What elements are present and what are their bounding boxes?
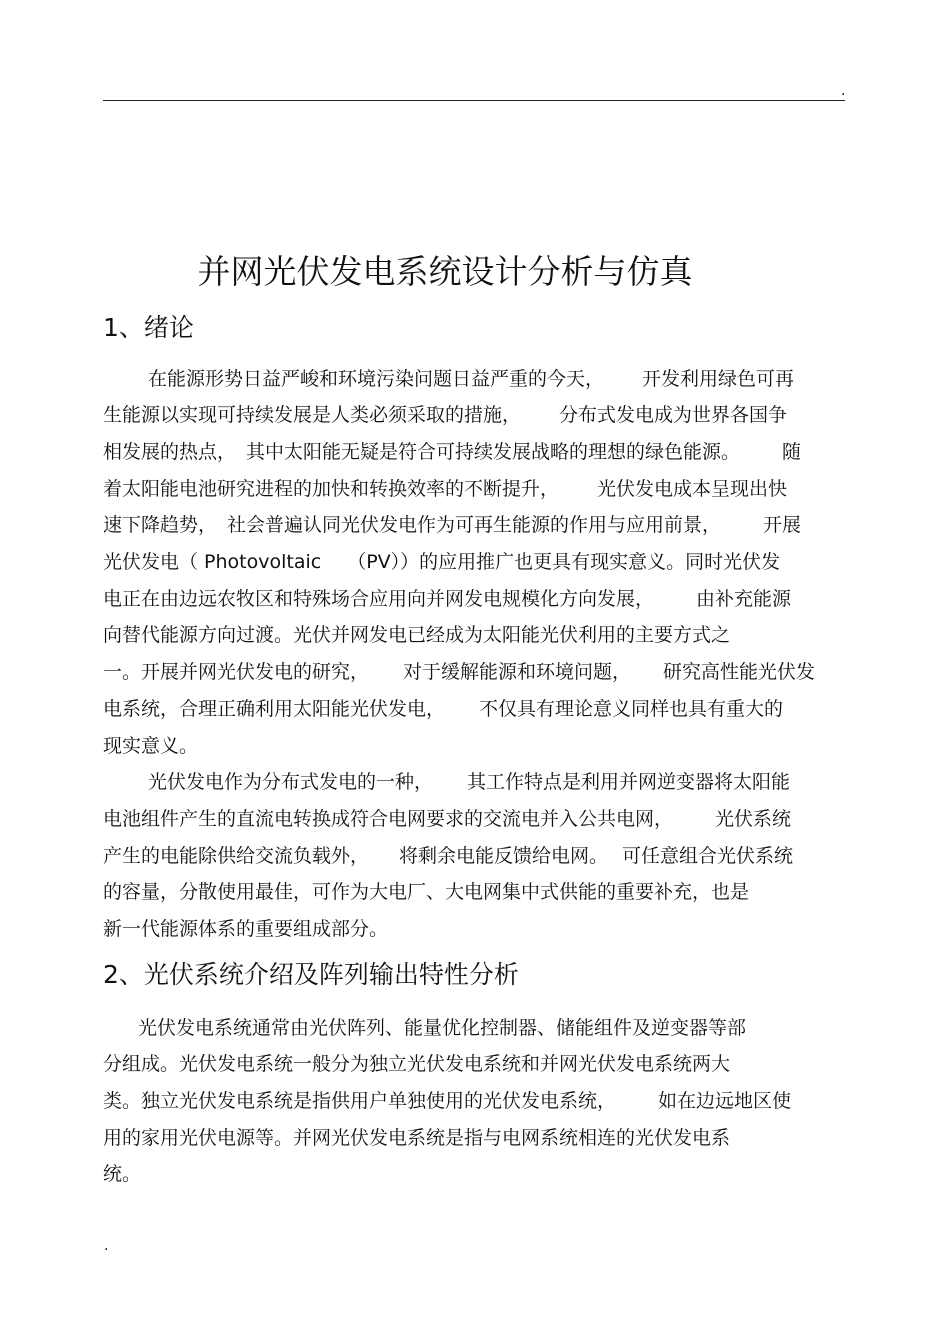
text-segment: 不仅具有理论意义同样也具有重大的 <box>479 698 784 720</box>
text-segment: 对于缓解能源和环境问题， <box>403 661 632 683</box>
footer-marker: . <box>104 1238 109 1254</box>
paragraph-line <box>103 695 783 723</box>
paragraph-line <box>103 842 793 870</box>
text-segment: 向替代能源方向过渡。光伏并网发电已经成为太阳能光伏利用的主要方式之 <box>103 624 731 646</box>
paragraph-line <box>103 511 801 539</box>
paragraph-line <box>103 915 388 943</box>
paragraph-line <box>103 658 815 686</box>
text-segment: 生能源以实现可持续发展是人类必须采取的措施， <box>103 404 522 426</box>
paragraph-line <box>103 548 780 576</box>
text-segment: 速下降趋势， <box>103 514 218 536</box>
text-segment: 产生的电能除供给交流负载外， <box>103 845 370 867</box>
text-segment: 开展 <box>763 514 802 536</box>
text-segment: 研究高性能光伏发 <box>663 661 816 683</box>
text-segment: 相发展的热点， <box>103 441 237 463</box>
text-segment: 其工作特点是利用并网逆变器将太阳能 <box>467 771 791 793</box>
paragraph-line <box>103 878 749 906</box>
paragraph-line <box>138 1014 746 1042</box>
document-title: 并网光伏发电系统设计分析与仿真 <box>197 252 693 291</box>
section-heading-pv-system: 2、光伏系统介绍及阵列输出特性分析 <box>103 960 519 989</box>
text-segment: 类。独立光伏发电系统是指供用户单独使用的光伏发电系统， <box>103 1090 617 1112</box>
paragraph-line <box>103 1087 791 1115</box>
text-segment: 可任意组合光伏系统 <box>622 845 794 867</box>
paragraph-line <box>103 475 787 503</box>
text-segment: 统。 <box>103 1163 142 1185</box>
text-segment: 的容量，分散使用最佳，可作为大电厂、大电网集中式供能的重要补充，也是 <box>103 881 750 903</box>
text-segment: 用的家用光伏电源等。并网光伏发电系统是指与电网系统相连的光伏发电系 <box>103 1127 731 1149</box>
text-segment: 其中太阳能无疑是符合可持续发展战略的理想的绿色能源。 <box>246 441 741 463</box>
text-segment: 一。开展并网光伏发电的研究， <box>103 661 370 683</box>
text-segment: 分组成。光伏发电系统一般分为独立光伏发电系统和并网光伏发电系统两大 <box>103 1053 731 1075</box>
text-segment: 随 <box>782 441 802 463</box>
section-heading-introduction: 1、绪论 <box>103 313 194 342</box>
paragraph-line <box>103 401 787 429</box>
text-segment: 电池组件产生的直流电转换成符合电网要求的交流电并入公共电网， <box>103 808 674 830</box>
text-segment: 光伏发电成本呈现出快 <box>597 478 788 500</box>
text-segment: 由补充能源 <box>696 588 792 610</box>
text-segment: 新一代能源体系的重要组成部分。 <box>103 918 389 940</box>
text-segment: 电系统，合理正确利用太阳能光伏发电， <box>103 698 446 720</box>
paragraph-line <box>103 438 801 466</box>
paragraph-line <box>103 1160 141 1188</box>
header-rule <box>103 100 845 101</box>
header-marker: . <box>841 83 846 99</box>
paragraph-line <box>103 732 198 760</box>
text-segment: 光伏发电系统通常由光伏阵列、能量优化控制器、储能组件及逆变器等部 <box>138 1017 747 1039</box>
text-segment: 开发利用绿色可再 <box>642 368 795 390</box>
text-segment: 光伏发电作为分布式发电的一种， <box>148 771 434 793</box>
text-segment: 现实意义。 <box>103 735 199 757</box>
paragraph-line <box>103 805 791 833</box>
paragraph-line <box>103 1124 730 1152</box>
paragraph-line <box>103 1050 730 1078</box>
text-segment: （PV））的应用推广也更具有现实意义。同时光伏发 <box>347 551 781 573</box>
text-segment: 电正在由边远农牧区和特殊场合应用向并网发电规模化方向发展， <box>103 588 655 610</box>
paragraph-line <box>103 585 791 613</box>
paragraph-line <box>148 365 794 393</box>
paragraph-line <box>148 768 790 796</box>
text-segment: 在能源形势日益严峻和环境污染问题日益严重的今天， <box>148 368 605 390</box>
text-segment: 将剩余电能反馈给电网。 <box>399 845 609 867</box>
text-segment: 社会普遍认同光伏发电作为可再生能源的作用与应用前景， <box>227 514 722 536</box>
text-segment: 着太阳能电池研究进程的加快和转换效率的不断提升， <box>103 478 560 500</box>
text-segment: 光伏系统 <box>715 808 792 830</box>
paragraph-line <box>103 621 730 649</box>
text-segment: 分布式发电成为世界各国争 <box>559 404 788 426</box>
text-segment: 如在边远地区使 <box>658 1090 792 1112</box>
text-segment: 光伏发电（ Photovoltaic <box>103 551 322 573</box>
